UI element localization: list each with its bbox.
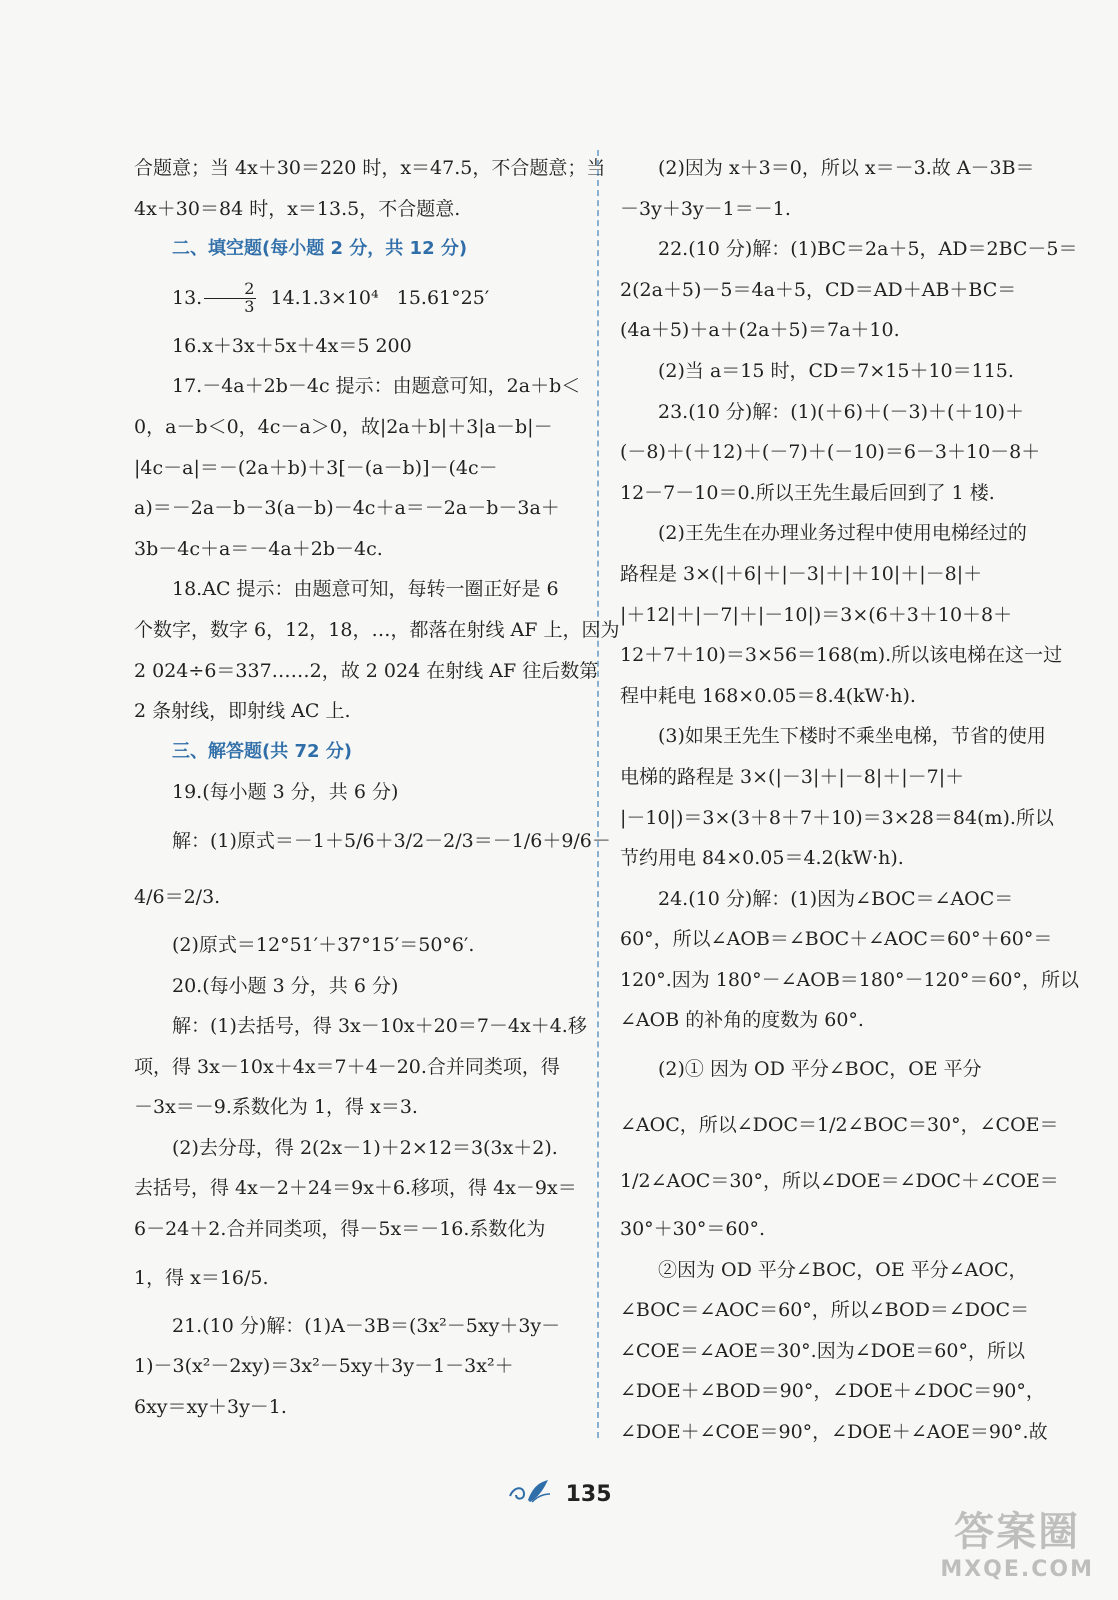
section-heading: 二、填空题(每小题 2 分，共 12 分) <box>172 238 468 260</box>
text-line: (2)因为 x＋3＝0，所以 x＝－3.故 A－3B＝ <box>658 157 1035 179</box>
text-line: a)＝－2a－b－3(a－b)－4c＋a＝－2a－b－3a＋ <box>134 497 560 520</box>
section-heading: 三、解答题(共 72 分) <box>172 740 353 762</box>
text-line: (4a＋5)＋a＋(2a＋5)＝7a＋10. <box>620 319 900 342</box>
text-line: 1，得 x＝16/5. <box>134 1266 269 1289</box>
text-line: 19.(每小题 3 分，共 6 分) <box>172 781 399 804</box>
text-line: 路程是 3×(|＋6|＋|－3|＋|＋10|＋|－8|＋ <box>620 562 983 585</box>
text-line: 120°.因为 180°－∠AOB＝180°－120°＝60°，所以 <box>620 968 1079 991</box>
text-line: 2(2a＋5)－5＝4a＋5，CD＝AD＋AB＋BC＝ <box>620 278 1017 301</box>
text-line: 1)－3(x²－2xy)＝3x²－5xy＋3y－1－3x²＋ <box>134 1355 514 1378</box>
column-divider <box>597 150 599 1438</box>
text-line: 20.(每小题 3 分，共 6 分) <box>172 974 399 997</box>
right-column <box>620 148 1079 1453</box>
text-line: ∠AOB 的补角的度数为 60°. <box>620 1009 864 1032</box>
watermark-url: MXQE.COM <box>940 1557 1094 1582</box>
text-line: 60°，所以∠AOB＝∠BOC＋∠AOC＝60°＋60°＝ <box>620 928 1053 951</box>
text-line: ∠DOE＋∠COE＝90°，∠DOE＋∠AOE＝90°.故 <box>620 1421 1048 1444</box>
text-line: 6－24＋2.合并同类项，得－5x＝－16.系数化为 <box>134 1218 546 1241</box>
swirl-ornament-icon <box>506 1478 552 1510</box>
text-line: |－10|)＝3×(3＋8＋7＋10)＝3×28＝84(m).所以 <box>620 806 1054 829</box>
text-line: 2 条射线，即射线 AC 上. <box>134 700 351 723</box>
fraction: $\frac{2}{3}$ <box>204 281 256 316</box>
text-seg: 14.1.3×10⁴ 15.61°25′ <box>258 286 490 309</box>
text-line: －3y＋3y－1＝－1. <box>620 197 791 220</box>
text-line: 23.(10 分)解：(1)(＋6)＋(－3)＋(＋10)＋ <box>658 400 1025 423</box>
text-line: (2)去分母，得 2(2x－1)＋2×12＝3(3x＋2). <box>172 1136 558 1159</box>
text-line: 24.(10 分)解：(1)因为∠BOC＝∠AOC＝ <box>658 887 1014 910</box>
text-line: ∠COE＝∠AOE＝30°.因为∠DOE＝60°，所以 <box>620 1339 1025 1362</box>
text-line: ∠DOE＋∠BOD＝90°，∠DOE＋∠DOC＝90°， <box>620 1380 1045 1403</box>
text-line: 17.－4a＋2b－4c 提示：由题意可知，2a＋b＜ <box>172 375 581 398</box>
text-line: 21.(10 分)解：(1)A－3B＝(3x²－5xy＋3y－ <box>172 1314 561 1337</box>
text-line: ∠BOC＝∠AOC＝60°，所以∠BOD＝∠DOC＝ <box>620 1299 1030 1322</box>
text-line: ②因为 OD 平分∠BOC，OE 平分∠AOC， <box>658 1258 1028 1281</box>
text-line: 去括号，得 4x－2＋24＝9x＋6.移项，得 4x－9x＝ <box>134 1177 577 1200</box>
text-line: 18.AC 提示：由题意可知，每转一圈正好是 6 <box>172 578 559 601</box>
left-column <box>134 148 620 1427</box>
text-line: (2)当 a＝15 时，CD＝7×15＋10＝115. <box>658 359 1014 382</box>
text-line: 节约用电 84×0.05＝4.2(kW·h). <box>620 847 904 870</box>
text-line: 电梯的路程是 3×(|－3|＋|－8|＋|－7|＋ <box>620 765 965 788</box>
text-line: 16.x＋3x＋5x＋4x＝5 200 <box>172 334 412 357</box>
text-line: |＋12|＋|－7|＋|－10|)＝3×(6＋3＋10＋8＋ <box>620 603 1013 626</box>
text-line: 项，得 3x－10x＋4x＝7＋4－20.合并同类项，得 <box>134 1055 560 1078</box>
answer-line <box>134 270 574 326</box>
text-line: (2)① 因为 OD 平分∠BOC，OE 平分 <box>658 1058 982 1081</box>
text-line: 6xy＝xy＋3y－1. <box>134 1395 287 1418</box>
text-line: 程中耗电 168×0.05＝8.4(kW·h). <box>620 684 916 707</box>
text-line: 4x＋30＝84 时，x＝13.5，不合题意. <box>134 197 461 220</box>
text-line: 合题意；当 4x＋30＝220 时，x＝47.5，不合题意；当 <box>134 157 606 179</box>
text-line: 4/6＝2/3. <box>134 885 221 908</box>
text-line: (2)王先生在办理业务过程中使用电梯经过的 <box>658 522 1027 545</box>
text-line: 个数字，数字 6，12，18，…，都落在射线 AF 上，因为 <box>134 618 620 641</box>
text-line: 12＋7＋10)＝3×56＝168(m).所以该电梯在这一过 <box>620 644 1063 667</box>
text-line: (3)如果王先生下楼时不乘坐电梯，节省的使用 <box>658 725 1046 748</box>
watermark-title: 答案圈 <box>954 1509 1081 1555</box>
text-line: 30°＋30°＝60°. <box>620 1218 766 1241</box>
text-line: (－8)＋(＋12)＋(－7)＋(－10)＝6－3＋10－8＋ <box>620 441 1041 464</box>
text-line: 解：(1)去括号，得 3x－10x＋20＝7－4x＋4.移 <box>172 1015 587 1038</box>
text-seg: 13. <box>172 286 203 309</box>
text-line: ∠AOC，所以∠DOC＝1/2∠BOC＝30°，∠COE＝ <box>620 1114 1059 1137</box>
text-line: 1/2∠AOC＝30°，所以∠DOE＝∠DOC＋∠COE＝ <box>620 1170 1059 1193</box>
watermark <box>940 1500 1094 1582</box>
text-line: 22.(10 分)解：(1)BC＝2a＋5，AD＝2BC－5＝ <box>658 238 1078 261</box>
page-number: 135 <box>565 1481 612 1507</box>
text-line: 12－7－10＝0.所以王先生最后回到了 1 楼. <box>620 481 995 504</box>
text-line: －3x＝－9.系数化为 1，得 x＝3. <box>134 1096 418 1119</box>
text-line: (2)原式＝12°51′＋37°15′＝50°6′. <box>172 933 475 956</box>
text-line: 3b－4c＋a＝－4a＋2b－4c. <box>134 537 383 560</box>
text-line: |4c－a|＝－(2a＋b)＋3[－(a－b)]－(4c－ <box>134 456 498 479</box>
text-line: 0，a－b＜0，4c－a＞0，故|2a＋b|＋3|a－b|－ <box>134 415 553 438</box>
text-line: 解：(1)原式＝－1＋5/6＋3/2－2/3＝－1/6＋9/6－ <box>172 829 611 852</box>
text-line: 2 024÷6＝337……2，故 2 024 在射线 AF 往后数第 <box>134 659 599 682</box>
